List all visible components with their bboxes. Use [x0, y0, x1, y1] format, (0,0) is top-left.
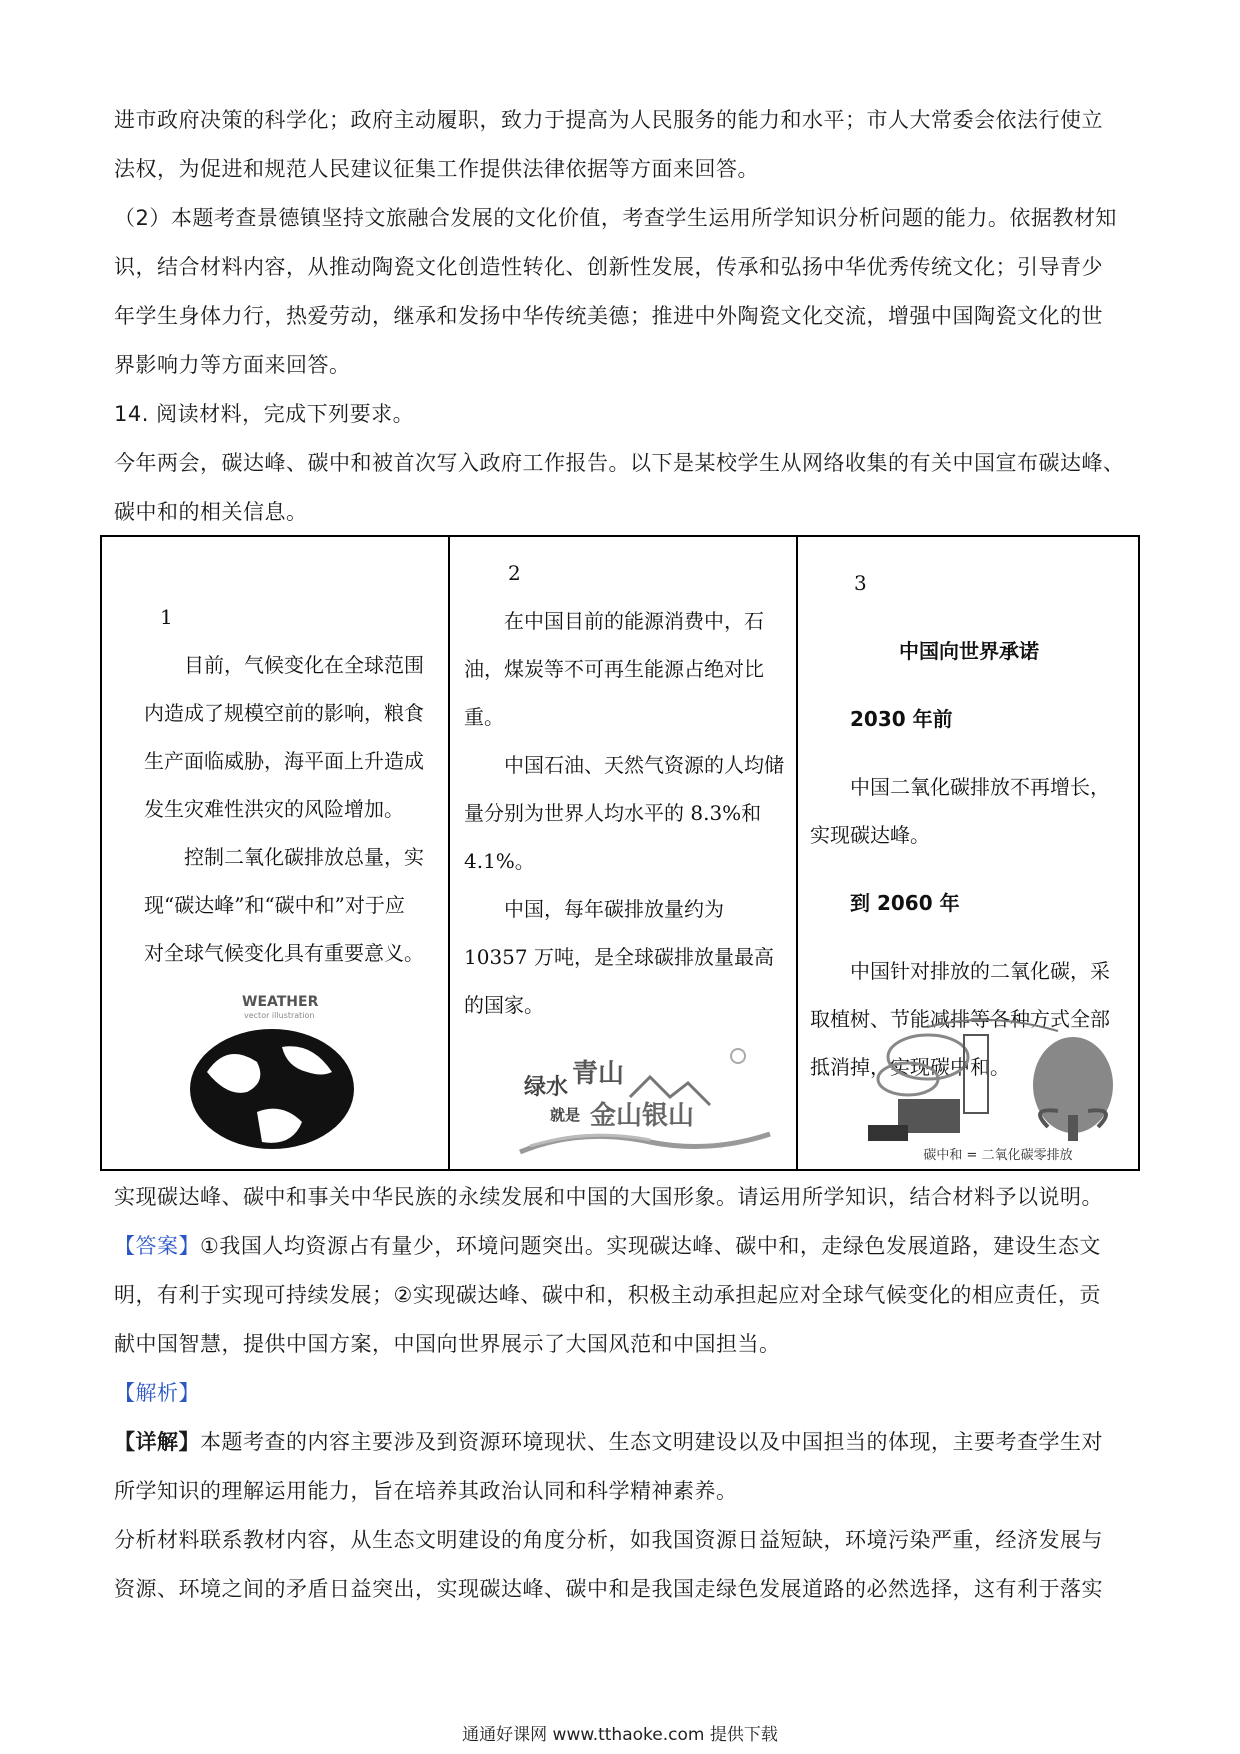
cell-3-paragraph-2: 中国针对排放的二氧化碳，采取植树、节能减排等各种方式全部抵消掉，实现碳中和。: [810, 959, 1110, 1079]
cell-3-number: 3: [854, 571, 867, 595]
green-mountains-slogan-image: [510, 1042, 780, 1162]
question-14-intro-2: 碳中和的相关信息。: [114, 500, 308, 524]
detail-line-3: 分析材料联系教材内容，从生态文明建设的角度分析，如我国资源日益短缺，环境污染严重，经济发展与: [114, 1528, 1103, 1552]
slogan-text-3: 就是: [550, 1106, 581, 1124]
cell-2-paragraph-1: 在中国目前的能源消费中，石油，煤炭等不可再生能源占绝对比重。: [464, 609, 764, 729]
cell-3-subheading-2060: 到 2060 年: [850, 891, 960, 915]
question-14-prompt: 实现碳达峰、碳中和事关中华民族的永续发展和中国的大国形象。请运用所学知识，结合材料予以说明。: [114, 1185, 1103, 1209]
slogan-text-2: 青山: [572, 1059, 625, 1089]
answer-text-1: ①我国人均资源占有量少，环境问题突出。实现碳达峰、碳中和，走绿色发展道路，建设生态文: [200, 1234, 1101, 1258]
intro-line-1: 进市政府决策的科学化；政府主动履职，致力于提高为人民服务的能力和水平；市人大常委会依法行使立: [114, 108, 1103, 132]
cell-1-paragraph-2: 控制二氧化碳排放总量，实现“碳达峰”和“碳中和”对于应对全球气候变化具有重要意义。: [144, 845, 424, 965]
detail-line-1: [114, 1418, 1134, 1467]
cell-3-paragraph-1: 中国二氧化碳排放不再增长，实现碳达峰。: [810, 775, 1110, 847]
answer-line-3: 献中国智慧，提供中国方案，中国向世界展示了大国风范和中国担当。: [114, 1332, 781, 1356]
part2-line-2: 识，结合材料内容，从推动陶瓷文化创造性转化、创新性发展，传承和弘扬中华优秀传统文化；引导青少: [114, 255, 1103, 279]
material-table: [100, 535, 1140, 1171]
part2-line-4: 界影响力等方面来回答。: [114, 353, 351, 377]
cell-2-number: 2: [508, 561, 521, 585]
cell-3-heading: 中国向世界承诺: [899, 639, 1039, 663]
intro-line-2: 法权，为促进和规范人民建议征集工作提供法律依据等方面来回答。: [114, 157, 759, 181]
weather-title: WEATHER: [242, 994, 319, 1010]
answer-line-2: 明，有利于实现可持续发展；②实现碳达峰、碳中和，积极主动承担起应对全球气候变化的相应责任，贡: [114, 1283, 1101, 1307]
cell-2-paragraph-3: 中国，每年碳排放量约为10357 万吨，是全球碳排放量最高的国家。: [464, 897, 774, 1017]
material-cell-2: [448, 537, 796, 1169]
page-footer: 通通好课网 www.tthaoke.com 提供下载: [462, 1725, 778, 1745]
cell-1-number: 1: [160, 605, 173, 629]
detail-label: 【详解】: [114, 1430, 200, 1454]
weather-subtitle: vector illustration: [244, 1011, 315, 1020]
analysis-label: 【解析】: [114, 1381, 200, 1405]
part2-line-3: 年学生身体力行，热爱劳动，继承和发扬中华传统美德；推进中外陶瓷文化交流，增强中国陶瓷文化的世: [114, 304, 1103, 328]
cell-1-paragraph-1: 目前，气候变化在全球范围内造成了规模空前的影响，粮食生产面临威胁，海平面上升造成发生灾难性洪灾的风险增加。: [144, 653, 424, 821]
question-14-title: 14. 阅读材料，完成下列要求。: [114, 402, 415, 426]
part2-line-1: （2）本题考查景德镇坚持文旅融合发展的文化价值，考查学生运用所学知识分析问题的能力。依据教材知: [114, 206, 1117, 230]
weather-globe-image: [152, 992, 392, 1152]
material-cell-3: [796, 537, 1138, 1169]
question-14-intro-1: 今年两会，碳达峰、碳中和被首次写入政府工作报告。以下是某校学生从网络收集的有关中国宣布碳达峰、: [114, 451, 1125, 475]
carbon-neutral-image: [868, 1017, 1128, 1165]
slogan-text-1: 绿水: [524, 1075, 569, 1100]
carbon-neutral-caption: 碳中和 = 二氧化碳零排放: [923, 1148, 1073, 1163]
slogan-text-4: 金山银山: [590, 1101, 695, 1131]
detail-line-2: 所学知识的理解运用能力，旨在培养其政治认同和科学精神素养。: [114, 1479, 738, 1503]
cell-2-paragraph-2: 中国石油、天然气资源的人均储量分别为世界人均水平的 8.3%和 4.1%。: [464, 753, 784, 873]
detail-line-4: 资源、环境之间的矛盾日益突出，实现碳达峰、碳中和是我国走绿色发展道路的必然选择，这有利于落实: [114, 1577, 1103, 1601]
answer-line-1: [114, 1222, 1134, 1271]
answer-label: 【答案】: [114, 1234, 200, 1258]
material-cell-1: [102, 537, 448, 1169]
detail-text-1: 本题考查的内容主要涉及到资源环境现状、生态文明建设以及中国担当的体现，主要考查学生对: [200, 1430, 1103, 1454]
cell-3-subheading-2030: 2030 年前: [850, 707, 953, 731]
